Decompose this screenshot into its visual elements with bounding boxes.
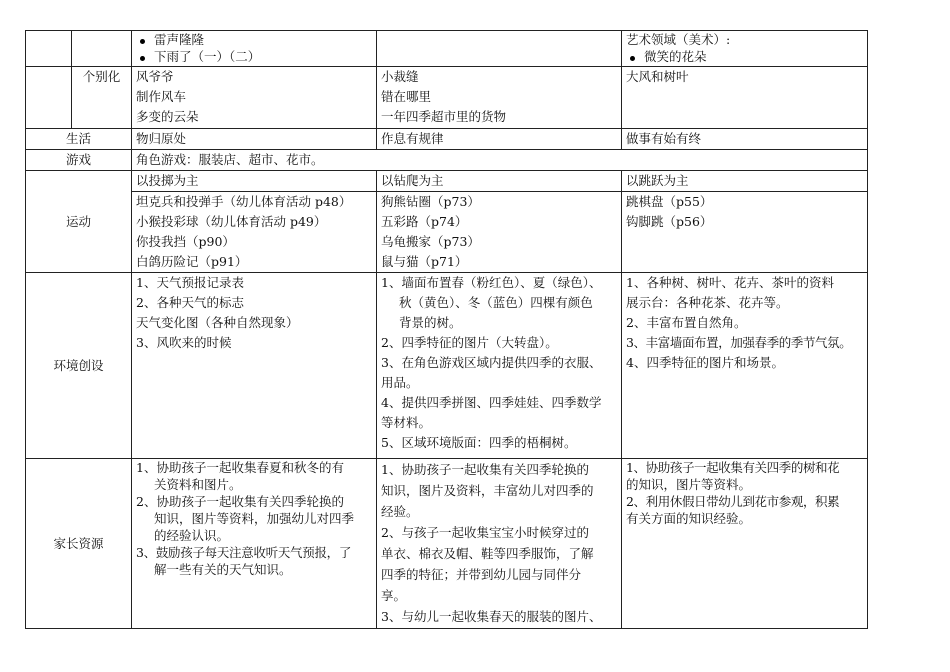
- item-text: 解一些有关的天气知识。: [154, 562, 292, 577]
- bullet-item: [626, 48, 863, 65]
- item-text: 展示台：各种花茶、花卉等。: [626, 295, 789, 310]
- item-text: 的知识，图片等资料。: [626, 477, 752, 492]
- item-text: 天气变化图（各种自然现象）: [136, 315, 299, 330]
- item-text: 鼠与猫（p71）: [381, 254, 468, 269]
- sport-row: [26, 171, 868, 273]
- plan-table: [25, 30, 868, 629]
- sport-col3-cell: [622, 171, 868, 273]
- row-label: 游戏: [26, 150, 132, 171]
- item-text: 你投我挡（p90）: [136, 234, 235, 249]
- sport-subheader: 以钻爬为主: [377, 171, 621, 192]
- family-col3-cell: [622, 459, 868, 629]
- item-text: 下雨了（一）（二）: [154, 49, 261, 64]
- item-text: 小裁缝: [381, 69, 419, 84]
- bullet-icon: [140, 56, 145, 61]
- item-text: 知识，图片及资料，丰富幼儿对四季的: [381, 483, 594, 498]
- item-text: 5、区域环境版面：四季的梧桐树。: [381, 435, 577, 450]
- item-text: 1、各种树、树叶、花卉、茶叶的资料: [626, 275, 834, 290]
- item-text: 大风和树叶: [626, 69, 689, 84]
- item-text: 制作风车: [136, 89, 187, 104]
- item-text: 等材料。: [381, 415, 432, 430]
- family-row: [26, 459, 868, 629]
- bullet-icon: [630, 56, 635, 61]
- item-text: 享。: [381, 588, 407, 603]
- item-text: 4、四季特征的图片和场景。: [626, 355, 784, 370]
- row-label: 生活: [26, 129, 132, 150]
- item-text: 2、利用休假日带幼儿到花市参观，积累: [626, 494, 840, 509]
- item-text: 一年四季超市里的货物: [381, 109, 507, 124]
- item-text: 有关方面的知识经验。: [626, 511, 752, 526]
- item-text: 2、协助孩子一起收集有关四季轮换的: [136, 494, 344, 509]
- item-text: 雷声隆隆: [154, 32, 205, 47]
- item-text: 单衣、棉衣及帽、鞋等四季服饰，了解: [381, 546, 594, 561]
- item-text: 坦克兵和投弹手（幼儿体育活动 p48）: [136, 194, 352, 209]
- item-text: 四季的特征；并带到幼儿园与同伴分: [381, 567, 582, 582]
- item-text: 3、在角色游戏区域内提供四季的衣服、: [381, 355, 602, 370]
- item-text: 小猴投彩球（幼儿体育活动 p49）: [136, 214, 327, 229]
- family-col1-cell: [132, 459, 377, 629]
- life-row: [26, 129, 868, 150]
- row-label: 环境创设: [26, 273, 132, 459]
- item-text: 2、四季特征的图片（大转盘）。: [381, 335, 558, 350]
- family-col2-cell: [377, 459, 622, 629]
- item-text: 白鸽历险记（p91）: [136, 254, 248, 269]
- item-text: 1、墙面布置春（粉红色）、夏（绿色）、: [381, 275, 602, 290]
- item-text: 微笑的花朵: [644, 49, 707, 64]
- game-row: [26, 150, 868, 171]
- item-text: 2、与孩子一起收集宝宝小时候穿过的: [381, 525, 589, 540]
- life-col3-cell: 做事有始有终: [622, 129, 868, 150]
- individual-col1-cell: [132, 67, 377, 129]
- item-text: 4、提供四季拼图、四季娃娃、四季数学: [381, 395, 602, 410]
- env-col2-cell: [377, 273, 622, 459]
- item-text: 艺术领域（美术）:: [626, 32, 731, 47]
- empty-cell: [26, 31, 72, 67]
- item-text: 1、协助孩子一起收集有关四季轮换的: [381, 462, 589, 477]
- item-text: 跳棋盘（p55）: [626, 194, 713, 209]
- sport-col2-cell: [377, 171, 622, 273]
- item-text: 3、丰富墙面布置，加强春季的季节气氛。: [626, 335, 852, 350]
- row-label: 个别化: [72, 67, 132, 129]
- item-text: 多变的云朵: [136, 109, 199, 124]
- life-col1-cell: 物归原处: [132, 129, 377, 150]
- item-text: 狗熊钻圈（p73）: [381, 194, 480, 209]
- item-text: 秋（黄色）、冬（蓝色）四棵有颜色: [399, 295, 593, 310]
- row-label: 家长资源: [26, 459, 132, 629]
- sport-col1-cell: [132, 171, 377, 273]
- item-text: 用品。: [381, 375, 419, 390]
- item-text: 钩脚跳（p56）: [626, 214, 713, 229]
- env-row: [26, 273, 868, 459]
- bullet-icon: [140, 39, 145, 44]
- top-col3-cell: [622, 31, 868, 67]
- item-text: 1、协助孩子一起收集有关四季的树和花: [626, 460, 840, 475]
- row-label: 运动: [26, 171, 132, 273]
- sport-subheader: 以跳跃为主: [622, 171, 867, 192]
- top-col1-cell: [132, 31, 377, 67]
- item-text: 的经验认识。: [154, 528, 230, 543]
- item-text: 风爷爷: [136, 69, 174, 84]
- item-text: 1、天气预报记录表: [136, 275, 244, 290]
- item-text: 关资料和图片。: [154, 477, 242, 492]
- bullet-item: [136, 48, 372, 65]
- item-text: 五彩路（p74）: [381, 214, 468, 229]
- item-text: 3、鼓励孩子每天注意收听天气预报，了: [136, 545, 352, 560]
- top-row: [26, 31, 868, 67]
- item-text: 3、与幼儿一起收集春天的服装的图片、: [381, 609, 602, 624]
- item-text: 3、风吹来的时候: [136, 335, 232, 350]
- empty-cell: [72, 31, 132, 67]
- item-text: 知识，图片等资料，加强幼儿对四季: [154, 511, 355, 526]
- life-col2-cell: 作息有规律: [377, 129, 622, 150]
- bullet-item: [136, 31, 372, 48]
- item-text: 背景的树。: [399, 315, 462, 330]
- game-cell: 角色游戏：服装店、超市、花市。: [132, 150, 868, 171]
- individual-row: [26, 67, 868, 129]
- sport-subheader: 以投掷为主: [132, 171, 376, 192]
- individual-col2-cell: [377, 67, 622, 129]
- top-col2-cell: [377, 31, 622, 67]
- empty-cell: [26, 67, 72, 129]
- item-text: 错在哪里: [381, 89, 432, 104]
- individual-col3-cell: [622, 67, 868, 129]
- item-text: 乌龟搬家（p73）: [381, 234, 480, 249]
- item-text: 1、协助孩子一起收集春夏和秋冬的有: [136, 460, 344, 475]
- env-col3-cell: [622, 273, 868, 459]
- item-text: 2、丰富布置自然角。: [626, 315, 747, 330]
- item-text: 2、各种天气的标志: [136, 295, 244, 310]
- item-text: 经验。: [381, 504, 419, 519]
- env-col1-cell: [132, 273, 377, 459]
